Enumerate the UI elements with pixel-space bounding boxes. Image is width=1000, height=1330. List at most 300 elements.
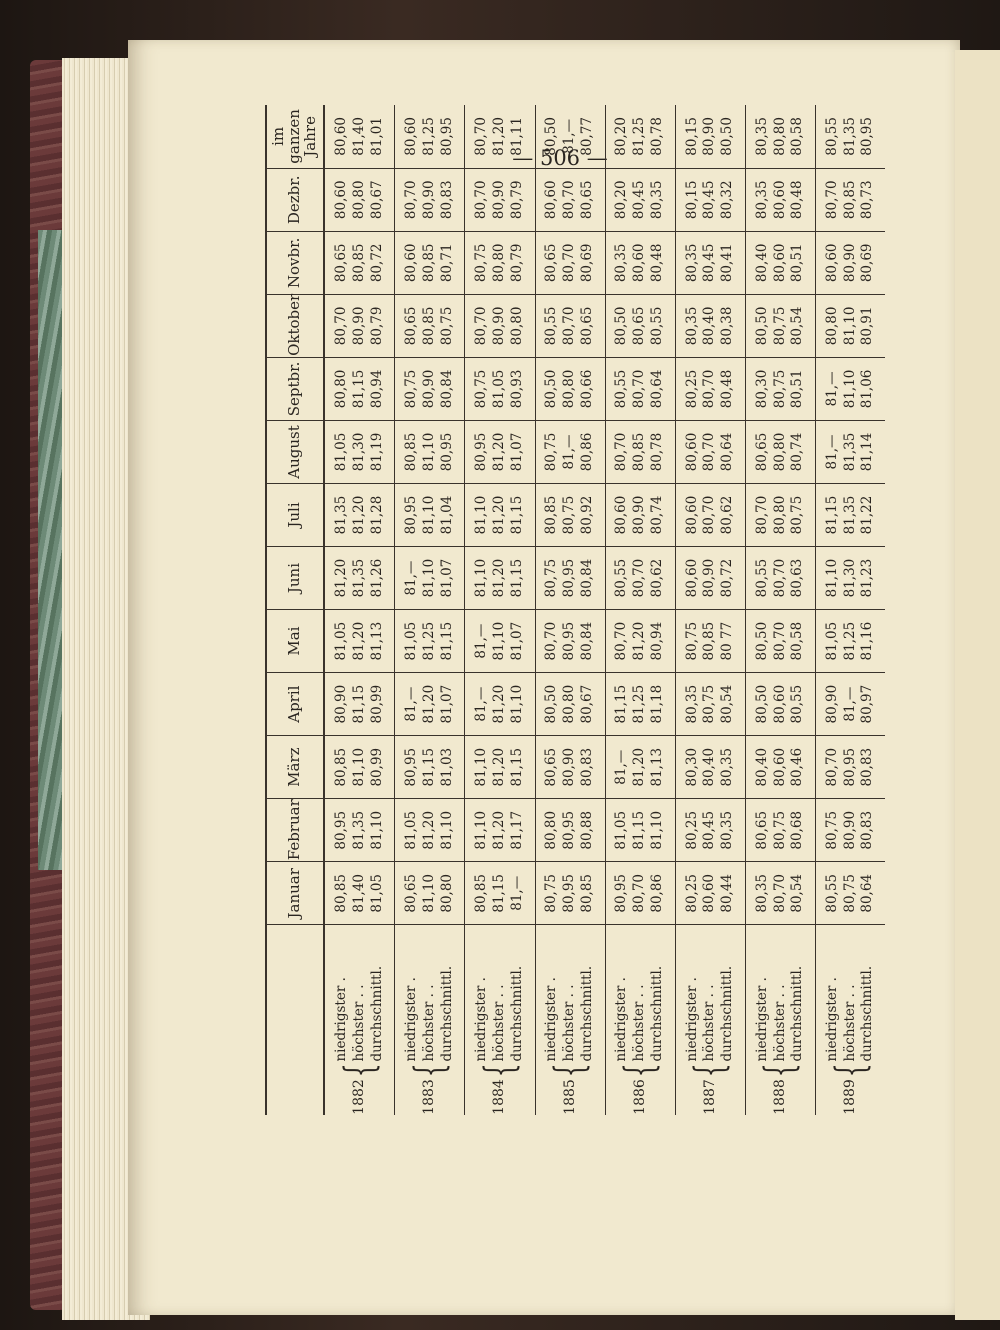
- value-text: 80,35: [683, 306, 700, 346]
- value-text: 80,74: [789, 432, 806, 472]
- row-label-text: durchschnittl.: [719, 965, 736, 1062]
- value-cell: [816, 357, 885, 420]
- value-text: 80,95: [438, 432, 455, 472]
- value-text: 80,35: [683, 684, 700, 724]
- value-text: 80,70: [403, 180, 420, 220]
- value-text: 80,65: [578, 306, 595, 346]
- value-text: 81,40: [350, 117, 367, 156]
- value-text: 80,64: [859, 873, 876, 913]
- value-cell: [816, 483, 885, 546]
- value-text: 81,07: [508, 432, 525, 472]
- value-text: 80,85: [420, 306, 437, 346]
- value-text: 80,35: [683, 243, 700, 283]
- value-text: 81,05: [613, 810, 630, 850]
- value-text: 81,05: [368, 873, 385, 913]
- value-cell: [605, 168, 675, 231]
- value-text: 80,60: [613, 495, 630, 535]
- value-text: 80,65: [753, 432, 770, 472]
- value-text: 81,10: [420, 558, 437, 598]
- value-text: 80,86: [649, 873, 666, 913]
- row-labels: [403, 966, 456, 1062]
- value-text: 80,95: [859, 117, 876, 156]
- value-cell: [395, 610, 465, 673]
- value-text: 80,95: [561, 621, 578, 661]
- value-text: 81,20: [420, 684, 437, 724]
- value-text: 80,90: [561, 747, 578, 787]
- value-cell: [675, 799, 745, 862]
- value-text: 81,—: [473, 623, 490, 659]
- value-text: 81,10: [649, 810, 666, 850]
- value-text: 81,16: [859, 621, 876, 661]
- value-text: 80,25: [683, 873, 700, 913]
- value-text: 80,67: [368, 180, 385, 220]
- row-label-cell: [535, 925, 605, 1115]
- year-label: 1882: [351, 1079, 368, 1115]
- value-text: 80,84: [578, 621, 595, 661]
- value-text: 80,62: [719, 495, 736, 535]
- value-text: 81,05: [332, 621, 349, 661]
- value-text: 80,50: [543, 684, 560, 724]
- header-month: Septbr.: [266, 357, 324, 420]
- value-text: 80,85: [350, 243, 367, 283]
- value-cell: [675, 294, 745, 357]
- value-text: 81,19: [368, 432, 385, 472]
- value-text: 80,55: [823, 873, 840, 913]
- value-cell: [816, 105, 885, 168]
- value-text: 81,05: [403, 621, 420, 661]
- row-label-text: niedrigster .: [473, 977, 490, 1062]
- value-text: 80,75: [438, 306, 455, 346]
- value-text: 80,25: [683, 810, 700, 850]
- value-text: 80,75: [543, 432, 560, 472]
- value-text: 81,20: [420, 810, 437, 850]
- value-cell: [535, 105, 605, 168]
- value-text: 80,70: [753, 495, 770, 535]
- value-text: 81,10: [473, 747, 490, 787]
- value-text: 81,15: [350, 684, 367, 724]
- value-text: 80,55: [753, 558, 770, 598]
- value-text: 80,70: [823, 180, 840, 220]
- value-text: 80,54: [789, 306, 806, 346]
- value-cell: [745, 673, 815, 736]
- value-text: 80,50: [543, 369, 560, 409]
- value-text: 80,95: [561, 558, 578, 598]
- value-text: 80,58: [789, 621, 806, 661]
- table-body: [324, 105, 885, 1115]
- value-cell: [395, 231, 465, 294]
- value-text: 81,10: [420, 495, 437, 535]
- value-cell: [465, 105, 535, 168]
- row-label-text: höchster . .: [561, 984, 578, 1062]
- value-text: 81,15: [631, 810, 648, 850]
- value-text: 80,38: [719, 306, 736, 346]
- value-text: 80,40: [753, 747, 770, 787]
- table-row: [465, 105, 535, 1115]
- value-text: 80,70: [561, 180, 578, 220]
- value-cell: [535, 483, 605, 546]
- value-cell: [745, 799, 815, 862]
- brace-glyph: {: [547, 1063, 594, 1078]
- value-cell: [324, 357, 395, 420]
- row-label-cell: [465, 925, 535, 1115]
- value-text: 81,35: [350, 558, 367, 598]
- row-label-text: höchster . .: [701, 984, 718, 1062]
- value-text: 80,90: [701, 117, 718, 156]
- value-cell: [395, 357, 465, 420]
- value-cell: [605, 357, 675, 420]
- value-text: 80,50: [753, 306, 770, 346]
- value-text: 80,94: [368, 369, 385, 409]
- header-month: Novbr.: [266, 231, 324, 294]
- value-cell: [535, 799, 605, 862]
- row-labels: [684, 966, 737, 1062]
- value-text: 80,70: [561, 306, 578, 346]
- rotated-table-wrapper: [265, 105, 885, 1115]
- header-month: Februar: [266, 799, 324, 862]
- table-row: [395, 105, 465, 1115]
- value-text: 81,17: [508, 810, 525, 850]
- value-text: 80,25: [683, 369, 700, 409]
- value-text: 80,90: [823, 684, 840, 724]
- page-number: — 506 —: [512, 146, 608, 170]
- value-text: 80,70: [613, 621, 630, 661]
- value-text: 80,95: [561, 873, 578, 913]
- value-text: 80,60: [771, 243, 788, 283]
- value-text: 80,75: [543, 873, 560, 913]
- value-text: 80,99: [368, 747, 385, 787]
- value-text: 81,15: [508, 747, 525, 787]
- header-month: Dezbr.: [266, 168, 324, 231]
- value-text: 80,55: [543, 306, 560, 346]
- value-text: 80,65: [332, 243, 349, 283]
- value-cell: [816, 547, 885, 610]
- value-cell: [324, 673, 395, 736]
- table-row: [605, 105, 675, 1115]
- value-cell: [745, 547, 815, 610]
- value-text: 81,10: [841, 306, 858, 346]
- value-text: 80,60: [771, 747, 788, 787]
- value-text: 80,60: [332, 117, 349, 156]
- facing-page-edge: [955, 50, 1000, 1320]
- value-text: 81,—: [403, 560, 420, 596]
- value-text: 81,20: [491, 810, 508, 850]
- value-text: 80,54: [789, 873, 806, 913]
- value-text: 80,85: [841, 180, 858, 220]
- row-label-text: durchschnittl.: [368, 965, 385, 1062]
- value-text: 80,85: [543, 495, 560, 535]
- value-text: 80,20: [613, 180, 630, 220]
- value-text: 80,72: [368, 243, 385, 283]
- header-month: April: [266, 673, 324, 736]
- value-cell: [535, 294, 605, 357]
- value-text: 81,22: [859, 495, 876, 535]
- value-cell: [675, 673, 745, 736]
- value-text: 80,60: [771, 684, 788, 724]
- value-text: 80,40: [701, 306, 718, 346]
- value-text: 81,—: [823, 434, 840, 470]
- value-cell: [535, 357, 605, 420]
- value-cell: [675, 483, 745, 546]
- value-text: 81,07: [438, 558, 455, 598]
- row-label-cell: [395, 925, 465, 1115]
- value-text: 81,10: [491, 621, 508, 661]
- value-text: 81,05: [491, 369, 508, 409]
- value-cell: [745, 610, 815, 673]
- value-text: 80,75: [771, 369, 788, 409]
- value-text: 80,80: [771, 432, 788, 472]
- row-label-text: höchster . .: [841, 984, 858, 1062]
- value-text: 80,35: [719, 810, 736, 850]
- brace-glyph: {: [336, 1063, 383, 1078]
- row-labels: [613, 966, 666, 1062]
- row-label-text: niedrigster .: [823, 977, 840, 1062]
- row-label-text: durchschnittl.: [578, 965, 595, 1062]
- brace-glyph: {: [687, 1063, 734, 1078]
- row-label-cell: [816, 925, 885, 1115]
- value-text: 80,80: [823, 306, 840, 346]
- value-text: 80,48: [719, 369, 736, 409]
- brace-glyph: {: [406, 1063, 453, 1078]
- value-text: 80,83: [859, 810, 876, 850]
- value-text: 80,90: [841, 810, 858, 850]
- value-text: 81,30: [841, 558, 858, 598]
- value-text: 80,93: [508, 369, 525, 409]
- value-text: 80,95: [473, 432, 490, 472]
- value-text: 81,15: [438, 621, 455, 661]
- value-text: 81,35: [841, 495, 858, 535]
- value-cell: [675, 610, 745, 673]
- value-text: 81,04: [438, 495, 455, 535]
- value-text: 81,10: [420, 873, 437, 913]
- value-text: 80,60: [771, 180, 788, 220]
- row-label-text: durchschnittl.: [649, 965, 666, 1062]
- value-text: 80,65: [753, 810, 770, 850]
- header-row: [266, 105, 324, 1115]
- value-text: 81,—: [473, 686, 490, 722]
- value-text: 80,32: [719, 180, 736, 220]
- value-text: 81,05: [332, 432, 349, 472]
- value-cell: [324, 547, 395, 610]
- table-row: [535, 105, 605, 1115]
- value-cell: [324, 736, 395, 799]
- value-text: 80,90: [631, 495, 648, 535]
- row-label-text: höchster . .: [491, 984, 508, 1062]
- value-text: 80,54: [719, 684, 736, 724]
- header-month: im ganzen Jahre: [266, 105, 324, 168]
- value-cell: [745, 294, 815, 357]
- header-month: Juni: [266, 547, 324, 610]
- value-text: 80,75: [771, 810, 788, 850]
- value-text: 80,62: [649, 558, 666, 598]
- value-text: 80,75: [473, 243, 490, 283]
- value-text: 80,60: [543, 180, 560, 220]
- value-text: 80,40: [701, 747, 718, 787]
- value-text: 80,60: [683, 495, 700, 535]
- value-text: 80,70: [473, 306, 490, 346]
- table-row: [675, 105, 745, 1115]
- value-cell: [816, 799, 885, 862]
- value-text: 80,55: [649, 306, 666, 346]
- value-text: 80,70: [631, 369, 648, 409]
- value-text: 80,90: [332, 684, 349, 724]
- value-text: 80,91: [859, 306, 876, 346]
- value-text: 80,55: [823, 117, 840, 156]
- value-cell: [745, 105, 815, 168]
- row-label-text: durchschnittl.: [508, 965, 525, 1062]
- value-text: 80,75: [771, 306, 788, 346]
- header-month: August: [266, 420, 324, 483]
- brace-glyph: {: [476, 1063, 523, 1078]
- value-cell: [816, 420, 885, 483]
- value-cell: [324, 105, 395, 168]
- value-text: 81,10: [841, 369, 858, 409]
- value-cell: [605, 231, 675, 294]
- value-text: 80,65: [631, 306, 648, 346]
- value-text: 80,75: [561, 495, 578, 535]
- value-text: 80,92: [578, 495, 595, 535]
- row-label-cell: [675, 925, 745, 1115]
- header-label: [266, 925, 324, 1115]
- value-text: 81,15: [350, 369, 367, 409]
- value-cell: [816, 168, 885, 231]
- value-cell: [535, 231, 605, 294]
- value-cell: [324, 483, 395, 546]
- year-label: 1883: [421, 1079, 438, 1115]
- row-label-text: durchschnittl.: [859, 965, 876, 1062]
- value-cell: [465, 610, 535, 673]
- value-cell: [605, 547, 675, 610]
- value-cell: [535, 673, 605, 736]
- value-text: 81,30: [350, 432, 367, 472]
- value-cell: [745, 483, 815, 546]
- exchange-rate-table: [265, 105, 885, 1115]
- value-cell: [816, 862, 885, 925]
- brace-glyph: {: [827, 1063, 874, 1078]
- value-cell: [535, 736, 605, 799]
- row-label-cell: [745, 925, 815, 1115]
- value-text: 81,10: [473, 810, 490, 850]
- value-text: 80,64: [719, 432, 736, 472]
- value-text: 81,10: [473, 558, 490, 598]
- value-text: 81,20: [491, 747, 508, 787]
- value-text: 80,48: [649, 243, 666, 283]
- year-label: 1885: [561, 1079, 578, 1115]
- value-text: 81,—: [561, 434, 578, 470]
- value-cell: [745, 231, 815, 294]
- value-text: 80,44: [719, 873, 736, 913]
- row-label-text: niedrigster .: [543, 977, 560, 1062]
- value-text: 80,88: [578, 810, 595, 850]
- value-text: 80,83: [438, 180, 455, 220]
- table-row: [816, 105, 885, 1115]
- year-label: 1889: [842, 1079, 858, 1115]
- value-text: 81,13: [368, 621, 385, 661]
- value-text: 80,85: [473, 873, 490, 913]
- value-cell: [605, 673, 675, 736]
- value-text: 80,79: [508, 243, 525, 283]
- value-cell: [324, 294, 395, 357]
- value-cell: [395, 736, 465, 799]
- value-cell: [745, 736, 815, 799]
- value-cell: [395, 673, 465, 736]
- value-text: 80,67: [578, 684, 595, 724]
- value-text: 80,35: [753, 117, 770, 156]
- value-cell: [675, 231, 745, 294]
- row-labels: [543, 966, 596, 1062]
- value-text: 80,15: [683, 180, 700, 220]
- value-text: 80,58: [789, 117, 806, 156]
- value-cell: [395, 168, 465, 231]
- value-text: 80,69: [578, 243, 595, 283]
- value-text: 80,35: [649, 180, 666, 220]
- value-text: 80,80: [561, 369, 578, 409]
- value-cell: [816, 610, 885, 673]
- value-text: 80,70: [561, 243, 578, 283]
- brace-glyph: {: [757, 1063, 804, 1078]
- value-text: 80,30: [683, 747, 700, 787]
- value-text: 80,90: [491, 180, 508, 220]
- year-label: 1887: [701, 1079, 718, 1115]
- header-month: Oktober: [266, 294, 324, 357]
- row-label-text: niedrigster .: [683, 977, 700, 1062]
- value-text: 81,15: [613, 684, 630, 724]
- value-text: 80,70: [613, 432, 630, 472]
- row-label-text: niedrigster .: [403, 977, 420, 1062]
- value-text: 80,45: [701, 810, 718, 850]
- value-text: 80,50: [543, 117, 560, 156]
- value-cell: [605, 294, 675, 357]
- value-text: 81,15: [420, 747, 437, 787]
- value-text: 80,75: [823, 810, 840, 850]
- value-text: 81,10: [368, 810, 385, 850]
- value-text: 80,85: [332, 873, 349, 913]
- value-text: 81,10: [473, 495, 490, 535]
- value-text: 81,10: [420, 432, 437, 472]
- value-text: 81,26: [368, 558, 385, 598]
- row-label-cell: [324, 925, 395, 1115]
- value-text: 80,84: [578, 558, 595, 598]
- value-text: 80,70: [701, 432, 718, 472]
- value-text: 80,70: [771, 621, 788, 661]
- value-cell: [605, 105, 675, 168]
- value-text: 81,20: [332, 558, 349, 598]
- value-text: 81,25: [420, 117, 437, 156]
- value-text: 80,90: [420, 180, 437, 220]
- value-cell: [605, 799, 675, 862]
- value-cell: [395, 483, 465, 546]
- row-label-text: durchschnittl.: [438, 965, 455, 1062]
- table-row: [324, 105, 395, 1115]
- value-text: 80,50: [753, 621, 770, 661]
- value-text: 81,28: [368, 495, 385, 535]
- value-text: 80,80: [491, 243, 508, 283]
- value-text: 81,01: [368, 117, 385, 156]
- value-text: 80,75: [473, 369, 490, 409]
- value-cell: [465, 420, 535, 483]
- value-text: 80,66: [578, 369, 595, 409]
- value-text: 80,75: [543, 558, 560, 598]
- value-text: 80,83: [578, 747, 595, 787]
- value-cell: [395, 799, 465, 862]
- row-labels: [754, 966, 807, 1062]
- value-text: 80,90: [491, 306, 508, 346]
- value-cell: [675, 105, 745, 168]
- value-text: 81,03: [438, 747, 455, 787]
- value-text: 80,60: [683, 432, 700, 472]
- value-cell: [816, 736, 885, 799]
- value-text: 81,23: [859, 558, 876, 598]
- value-text: 80,95: [841, 747, 858, 787]
